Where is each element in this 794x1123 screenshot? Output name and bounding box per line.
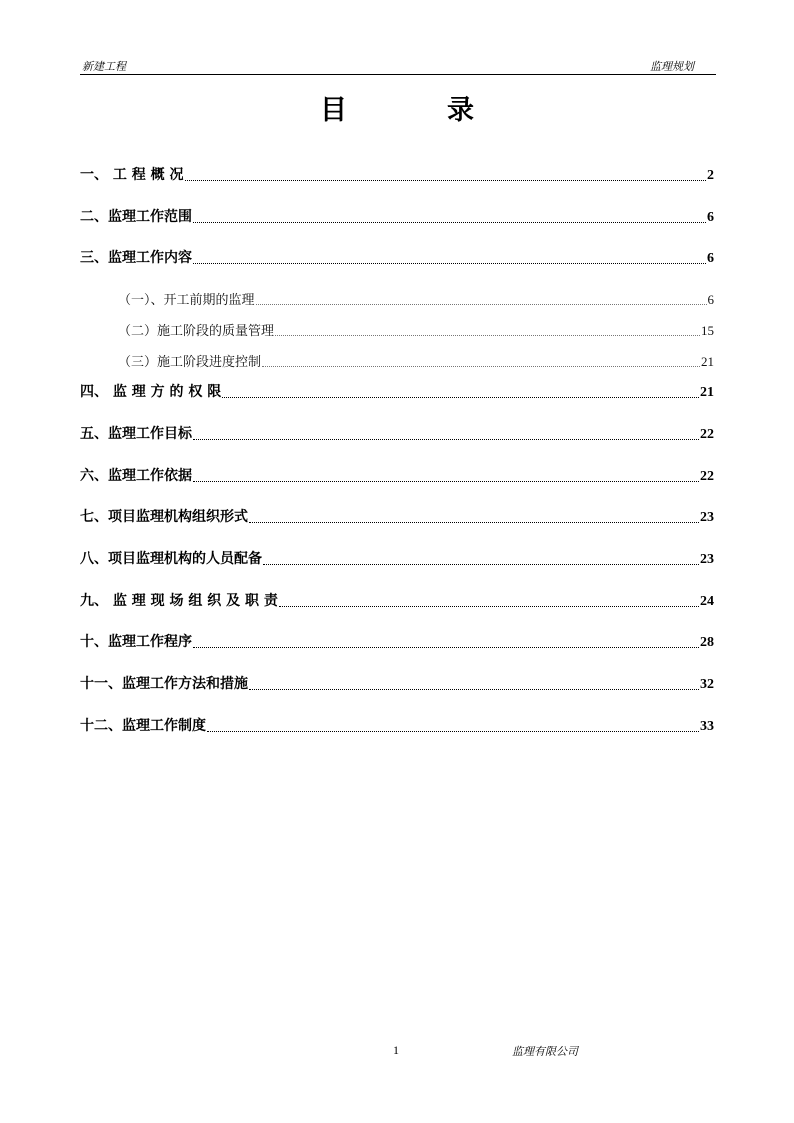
toc-entry-page: 28	[700, 635, 714, 650]
toc-entry[interactable]	[80, 506, 714, 526]
toc-entry-label: 二、监理工作范围	[80, 209, 192, 225]
toc-entry-label: 五、监理工作目标	[80, 426, 192, 442]
toc-leader-dots	[279, 605, 699, 607]
footer-company-name: 监理有限公司	[512, 1045, 578, 1058]
page-header	[80, 56, 716, 75]
toc-leader-dots	[193, 262, 706, 264]
toc-entry[interactable]	[80, 465, 714, 485]
toc-leader-dots	[193, 221, 706, 223]
toc-leader-dots	[193, 438, 699, 440]
toc-entry[interactable]	[80, 423, 714, 443]
toc-leader-dots	[193, 646, 699, 648]
toc-subentry-label: （二）施工阶段的质量管理	[118, 324, 275, 339]
toc-entry-page: 22	[700, 469, 714, 484]
toc-entry-label: 十二、监理工作制度	[80, 718, 206, 734]
toc-leader-dots	[207, 730, 699, 732]
toc-entry-label: 七、项目监理机构组织形式	[80, 509, 248, 525]
toc-entry-page: 6	[707, 210, 714, 225]
toc-entry[interactable]	[80, 381, 714, 401]
toc-entry-label: 八、项目监理机构的人员配备	[80, 551, 262, 567]
title-char-2: 录	[447, 95, 474, 126]
toc-leader-dots	[275, 334, 700, 336]
toc-entry-label: 一、 工 程 概 况	[80, 167, 184, 183]
toc-subentry[interactable]	[118, 320, 714, 339]
toc-leader-dots	[256, 303, 707, 305]
toc-subentry-page: 15	[701, 323, 714, 338]
toc-leader-dots	[249, 521, 699, 523]
toc-entry-label: 十一、监理工作方法和措施	[80, 676, 248, 692]
document-title	[0, 88, 794, 127]
toc-entry-page: 23	[700, 510, 714, 525]
toc-leader-dots	[222, 396, 699, 398]
header-project-name: 新建工程	[82, 60, 126, 73]
toc-entry-label: 九、 监 理 现 场 组 织 及 职 责	[80, 593, 278, 609]
toc-leader-dots	[185, 179, 707, 181]
toc-subentry-page: 6	[707, 292, 714, 307]
toc-entry-page: 6	[707, 251, 714, 266]
toc-leader-dots	[262, 365, 700, 367]
toc-entry-label: 十、监理工作程序	[80, 634, 192, 650]
title-char-1: 目	[320, 95, 347, 126]
toc-entry-page: 2	[707, 168, 714, 183]
toc-subentry[interactable]	[118, 289, 714, 308]
toc-entry-label: 六、监理工作依据	[80, 468, 192, 484]
header-document-type: 监理规划	[650, 60, 694, 73]
toc-entry-page: 32	[700, 677, 714, 692]
toc-entry-page: 22	[700, 427, 714, 442]
toc-leader-dots	[193, 480, 699, 482]
toc-entry[interactable]	[80, 247, 714, 267]
toc-leader-dots	[263, 563, 699, 565]
toc-entry[interactable]	[80, 164, 714, 184]
toc-entry-page: 23	[700, 552, 714, 567]
toc-entry[interactable]	[80, 206, 714, 226]
toc-entry[interactable]	[80, 715, 714, 735]
toc-subentry[interactable]	[118, 351, 714, 370]
toc-leader-dots	[249, 688, 699, 690]
toc-entry-page: 24	[700, 594, 714, 609]
toc-entry-page: 21	[700, 385, 714, 400]
toc-subentry-label: （三）施工阶段进度控制	[118, 355, 262, 370]
toc-entry[interactable]	[80, 673, 714, 693]
toc-entry[interactable]	[80, 548, 714, 568]
toc-entry[interactable]	[80, 590, 714, 610]
toc-subentry-label: （一）、开工前期的监理	[118, 293, 255, 308]
toc-entry-label: 四、 监 理 方 的 权 限	[80, 384, 222, 400]
toc-entry-label: 三、监理工作内容	[80, 250, 192, 266]
footer-page-number: 1	[393, 1043, 399, 1057]
toc-subentry-page: 21	[701, 354, 714, 369]
toc-entry[interactable]	[80, 631, 714, 651]
toc-entry-page: 33	[700, 719, 714, 734]
